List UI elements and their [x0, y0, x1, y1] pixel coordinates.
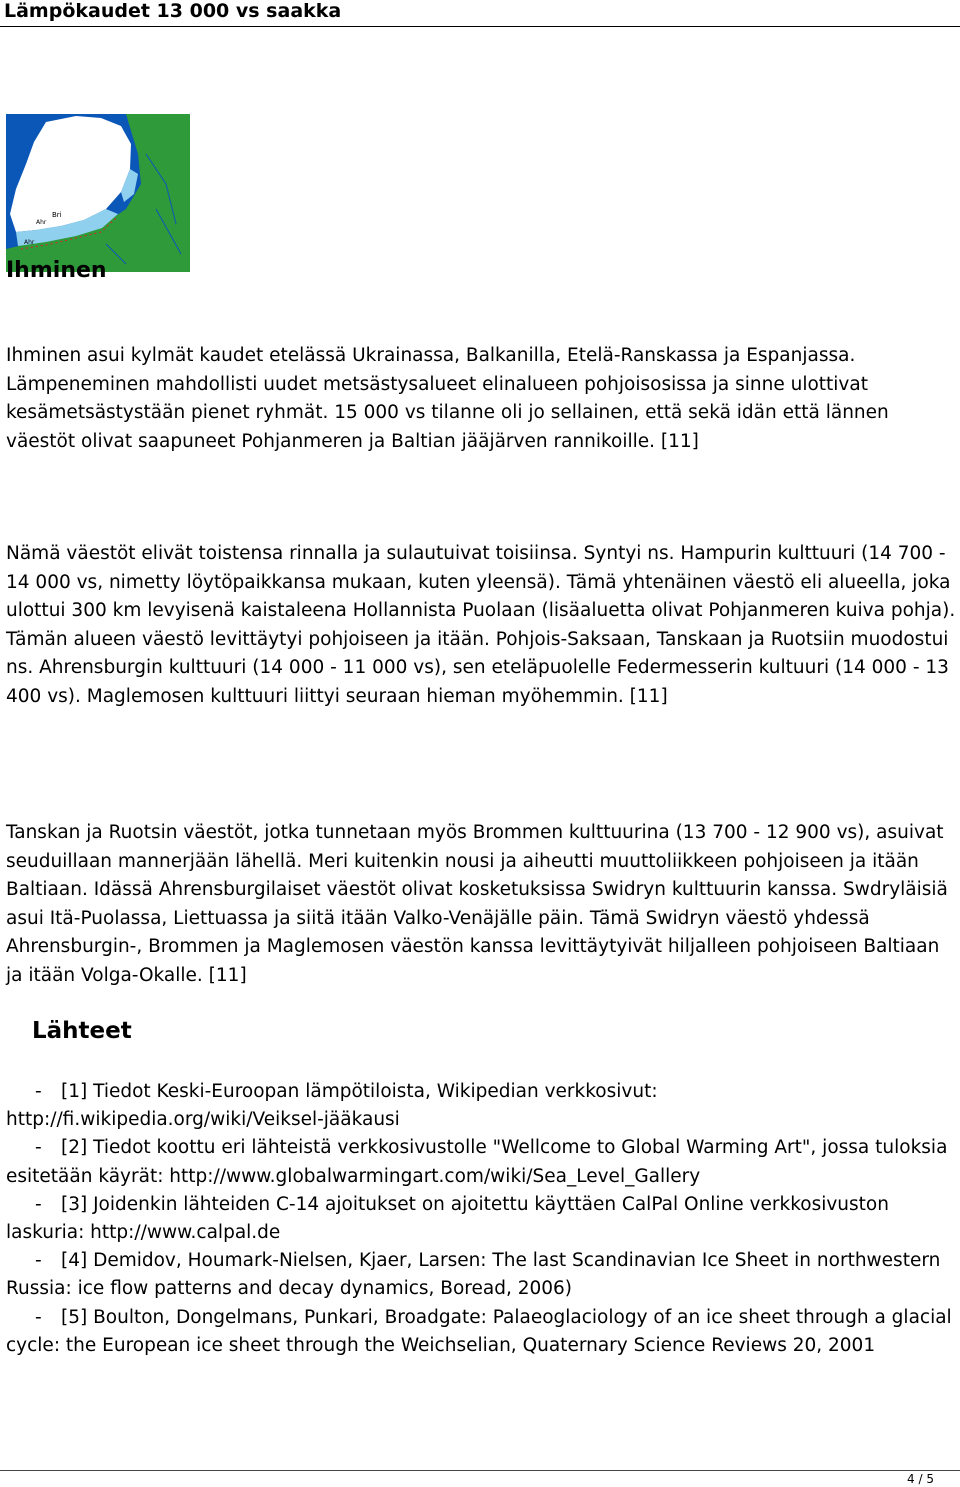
title-divider — [0, 26, 960, 27]
references-list — [6, 1078, 956, 1360]
paragraph-2: Nämä väestöt elivät toistensa rinnalla ja sulautuivat toisiinsa. Syntyi ns. Hampurin kulttuuri (14 700 - 14 000 vs, nimetty löytöpaikkansa mukaan, kuten yleensä). Tämä yhtenäinen väestö eli alueella, joka ulottui 300 km levyisenä kaistaleena Hollannista Puolaan (lisäaluetta olivat Pohjanmeren kuiva pohja). Tämän alueen väestö levittäytyi pohjoiseen ja itään. Pohjois-Saksaan, Tanskaan ja Ruotsiin muodostui ns. Ahrensburgin kulttuuri (14 000 - 11 000 vs), sen eteläpuolelle Federmesserin kultuuri (14 000 - 13 400 vs). Maglemosen kulttuuri liittyi seuraan hieman myöhemmin. [11] — [6, 543, 956, 707]
reference-item: - [3] Joidenkin lähteiden C-14 ajoitukset on ajoitettu käyttäen CalPal Online verkkosivuston laskuria: http://www.calpal.de — [6, 1193, 889, 1244]
paragraph-3: Tanskan ja Ruotsin väestöt, jotka tunnetaan myös Brommen kulttuurina (13 700 - 12 900 vs), asuivat seuduillaan mannerjään lähellä. Meri kuitenkin nousi ja aiheutti muuttoliikkeen pohjoiseen ja itään Baltiaan. Idässä Ahrensburgilaiset väestöt olivat kosketuksissa Swidryn kulttuurin kanssa. Swdryläisiä asui Itä-Puolassa, Liettuassa ja siitä itään Valko-Venäjälle päin. Tämä Swidryn väestö yhdessä Ahrensburgin-, Brommen ja Maglemosen väestön kanssa levittäytyivät hiljalleen pohjoiseen Baltiaan ja itään Volga-Okalle. [11] — [6, 822, 948, 986]
map-figure — [6, 114, 190, 272]
reference-text: [3] Joidenkin lähteiden C-14 ajoitukset on ajoitettu käyttäen CalPal Online verkkosivuston laskuria: http://www.calpal.de — [6, 1193, 889, 1244]
map-label-bri: Bri — [52, 211, 62, 219]
map-svg — [6, 114, 190, 272]
reference-text: [4] Demidov, Houmark-Nielsen, Kjaer, Larsen: The last Scandinavian Ice Sheet in northwestern Russia: ice flow patterns and decay dynamics, Boread, 2006) — [6, 1250, 941, 1300]
reference-text: [1] Tiedot Keski-Euroopan lämpötiloista, Wikipedian verkkosivut: http://fi.wikipedia.org/wiki/Veiksel-jääkausi — [6, 1081, 658, 1131]
section-heading-lahteet: Lähteet — [32, 1018, 132, 1044]
reference-item: - [1] Tiedot Keski-Euroopan lämpötiloista, Wikipedian verkkosivut: http://fi.wikipedia.org/wiki/Veiksel-jääkausi — [6, 1081, 658, 1131]
section-heading-ihminen: Ihminen — [6, 258, 107, 283]
reference-item: - [2] Tiedot koottu eri lähteistä verkkosivustolle "Wellcome to Global Warming Art", jossa tuloksia esitetään käyrät: http://www.globalwarmingart.com/wiki/Sea_Level_Gallery — [6, 1137, 948, 1187]
footer-divider — [0, 1470, 960, 1471]
reference-text: [5] Boulton, Dongelmans, Punkari, Broadgate: Palaeoglaciology of an ice sheet through a glacial cycle: the European ice sheet through the Weichselian, Quaternary Science Reviews 20, 2001 — [6, 1306, 952, 1356]
map-label-ahr-2: Ahr — [36, 219, 47, 226]
reference-text: [2] Tiedot koottu eri lähteistä verkkosivustolle "Wellcome to Global Warming Art", jossa tuloksia esitetään käyrät: http://www.globalwarmingart.com/wiki/Sea_Level_Gallery — [6, 1137, 948, 1187]
page-number: 4 / 5 — [907, 1472, 934, 1486]
document-title: Lämpökaudet 13 000 vs saakka — [4, 0, 342, 22]
reference-item: - [5] Boulton, Dongelmans, Punkari, Broadgate: Palaeoglaciology of an ice sheet through a glacial cycle: the European ice sheet through the Weichselian, Quaternary Science Reviews 20, 2001 — [6, 1306, 952, 1356]
paragraph-1: Ihminen asui kylmät kaudet etelässä Ukrainassa, Balkanilla, Etelä-Ranskassa ja Espanjassa. Lämpeneminen mahdollisti uudet metsästysalueet elinalueen pohjoisosissa ja sinne ulottivat kesämetsästystään pienet ryhmät. 15 000 vs tilanne oli jo sellainen, että sekä idän että lännen väestöt olivat saapuneet Pohjanmeren ja Baltian jääjärven rannikoille. [11] — [6, 345, 889, 452]
reference-item: - [4] Demidov, Houmark-Nielsen, Kjaer, Larsen: The last Scandinavian Ice Sheet in northwestern Russia: ice flow patterns and decay dynamics, Boread, 2006) — [6, 1250, 941, 1300]
map-label-ahr-1: Ahr — [24, 239, 35, 246]
